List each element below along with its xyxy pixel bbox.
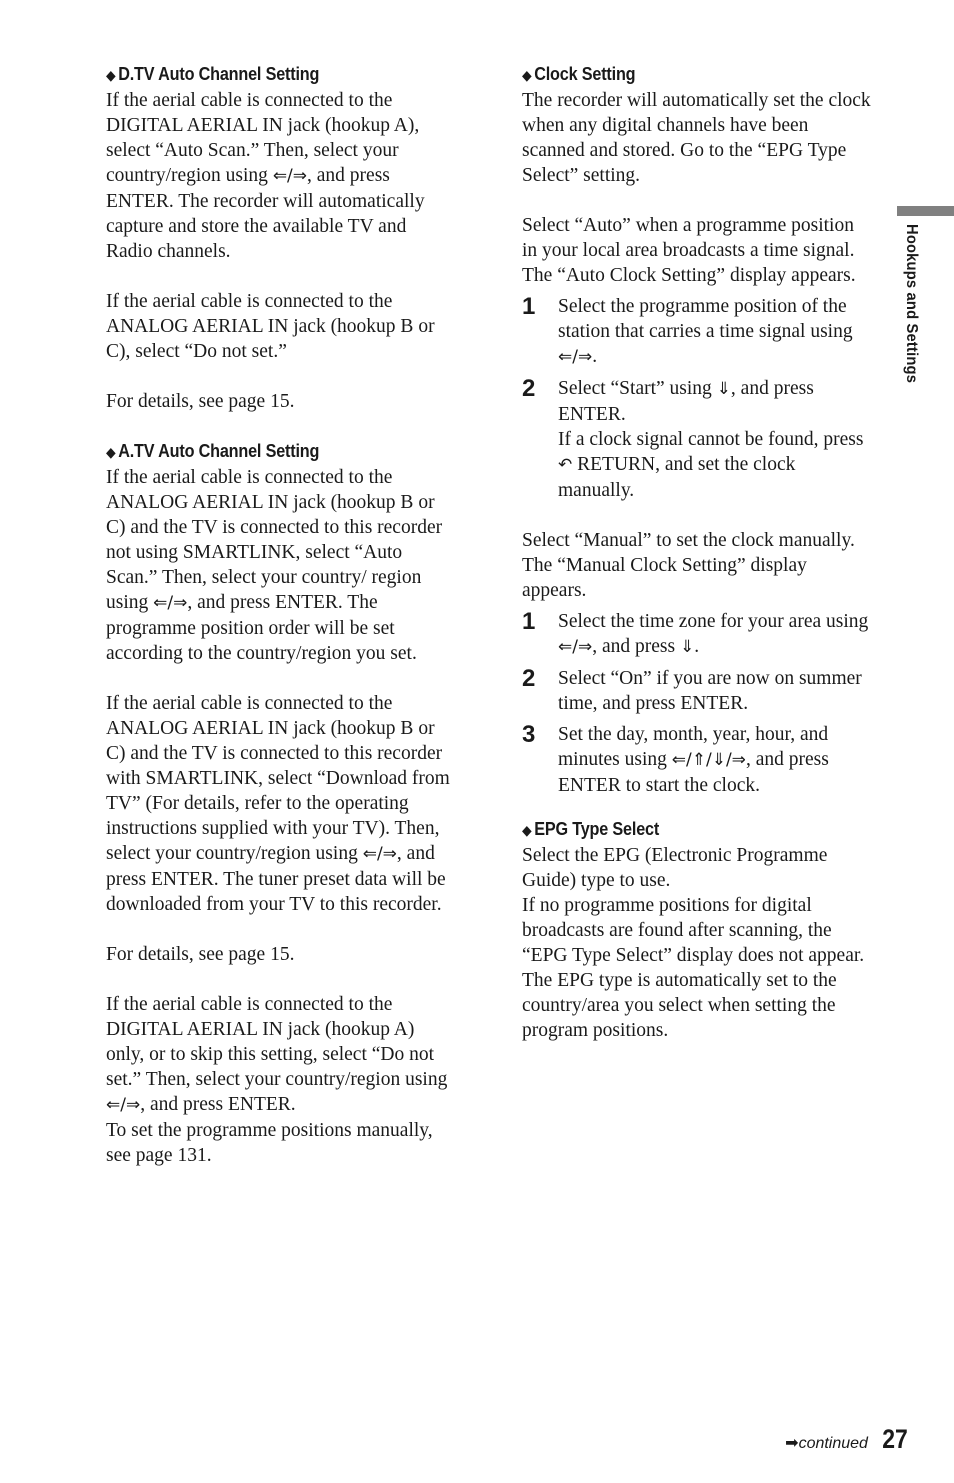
right-arrow-icon: ➡ [785,1433,799,1452]
right-column [522,62,872,1043]
diamond-bullet-icon: ◆ [106,444,116,460]
paragraph: For details, see page 15. [106,391,295,412]
left-column [106,62,456,1168]
down-arrow-icon: ⇓ [679,637,695,657]
step-number: 1 [522,293,536,320]
return-icon: ↶ [558,455,573,475]
page-number: 27 [882,1424,908,1454]
heading-epg-type-select: ◆ EPG Type Select [522,819,660,839]
paragraph: If the aerial cable is connected to the ANALOG AERIAL IN jack (hookup B or C) and the TV is connected to this recorder not using SMARTLINK, select “Auto Scan.” Then, select your country/ region using ⇐/⇒, and press ENTER. The programme position order will be set according to the country/region you set. [106,467,443,664]
left-right-arrow-icon: ⇐/⇒ [558,637,593,657]
paragraph: Select “Auto” when a programme position in your local area broadcasts a time signal. The “Auto Clock Setting” display appears. [522,215,856,286]
left-right-arrow-icon: ⇐/⇒ [272,166,308,186]
manual-step-3: 3 Set the day, month, year, hour, and minutes using ⇐/⇑/⇓/⇒, and press ENTER to start the clock. [522,721,829,796]
left-right-arrow-icon: ⇐/⇒ [153,593,188,613]
paragraph: The recorder will automatically set the clock when any digital channels have been scanned and stored. Go to the “EPG Type Select” setting. [522,90,871,186]
manual-step-1: 1 Select the time zone for your area using ⇐/⇒, and press ⇓. [522,609,872,660]
paragraph: If the aerial cable is connected to the DIGITAL AERIAL IN jack (hookup A), select “Auto Scan.” Then, select your country/region using ⇐/⇒, and press ENTER. The recorder will automatically capture and store the available TV and Radio channels. [106,90,425,262]
sidebar-tab-bar [897,206,954,216]
paragraph: For details, see page 15. [106,944,295,965]
four-way-arrow-icon: ⇐/⇑/⇓/⇒ [671,750,746,770]
step-number: 2 [522,665,536,692]
sidebar-section-label: Hookups and Settings [903,224,920,384]
paragraph: If the aerial cable is connected to the DIGITAL AERIAL IN jack (hookup A) only, or to skip this setting, select “Do not set.” Then, select your country/region using ⇐/⇒, and press ENTER. [106,992,456,1118]
heading-atv-auto-channel: ◆ A.TV Auto Channel Setting [106,441,320,461]
heading-clock-setting: ◆ Clock Setting [522,64,636,84]
diamond-bullet-icon: ◆ [522,67,532,83]
step-number: 3 [522,721,536,748]
paragraph: Select the EPG (Electronic Programme Guide) type to use. [522,845,828,891]
step-number: 2 [522,375,536,402]
manual-step-2: 2 Select “On” if you are now on summer time, and press ENTER. [522,665,862,714]
step-number: 1 [522,608,536,635]
paragraph: If the aerial cable is connected to the ANALOG AERIAL IN jack (hookup B or C) and the TV is connected to this recorder with SMARTLINK, select “Download from TV” (For details, refer to the operating instructions supplied with your TV). Then, select your country/region using ⇐/⇒, and press ENTER. The tuner preset data will be downloaded from your TV to this recorder. [106,693,450,915]
paragraph: To set the programme positions manually, see page 131. [106,1120,433,1166]
left-right-arrow-icon: ⇐/⇒ [558,347,593,367]
page-footer [785,1424,910,1455]
auto-step-1: 1 Select the programme position of the station that carries a time signal using ⇐/⇒. [522,294,872,370]
auto-step-2: 2 Select “Start” using ⇓, and press ENTER. If a clock signal cannot be found, press ↶ RETURN, and set the clock manually. [522,375,864,501]
left-right-arrow-icon: ⇐/⇒ [106,1095,141,1115]
diamond-bullet-icon: ◆ [522,822,532,838]
paragraph: If the aerial cable is connected to the ANALOG AERIAL IN jack (hookup B or C), select “Do not set.” [106,291,435,362]
left-right-arrow-icon: ⇐/⇒ [362,844,397,864]
diamond-bullet-icon: ◆ [106,67,116,83]
down-arrow-icon: ⇓ [716,379,731,399]
paragraph: If no programme positions for digital broadcasts are found after scanning, the “EPG Type Select” display does not appear. The EPG type is automatically set to the country/area you select when setting the program positions. [522,895,865,1041]
heading-dtv-auto-channel: ◆ D.TV Auto Channel Setting [106,64,320,84]
continued-label: continued [798,1435,868,1452]
paragraph: Select “Manual” to set the clock manually. The “Manual Clock Setting” display appears. [522,530,855,601]
